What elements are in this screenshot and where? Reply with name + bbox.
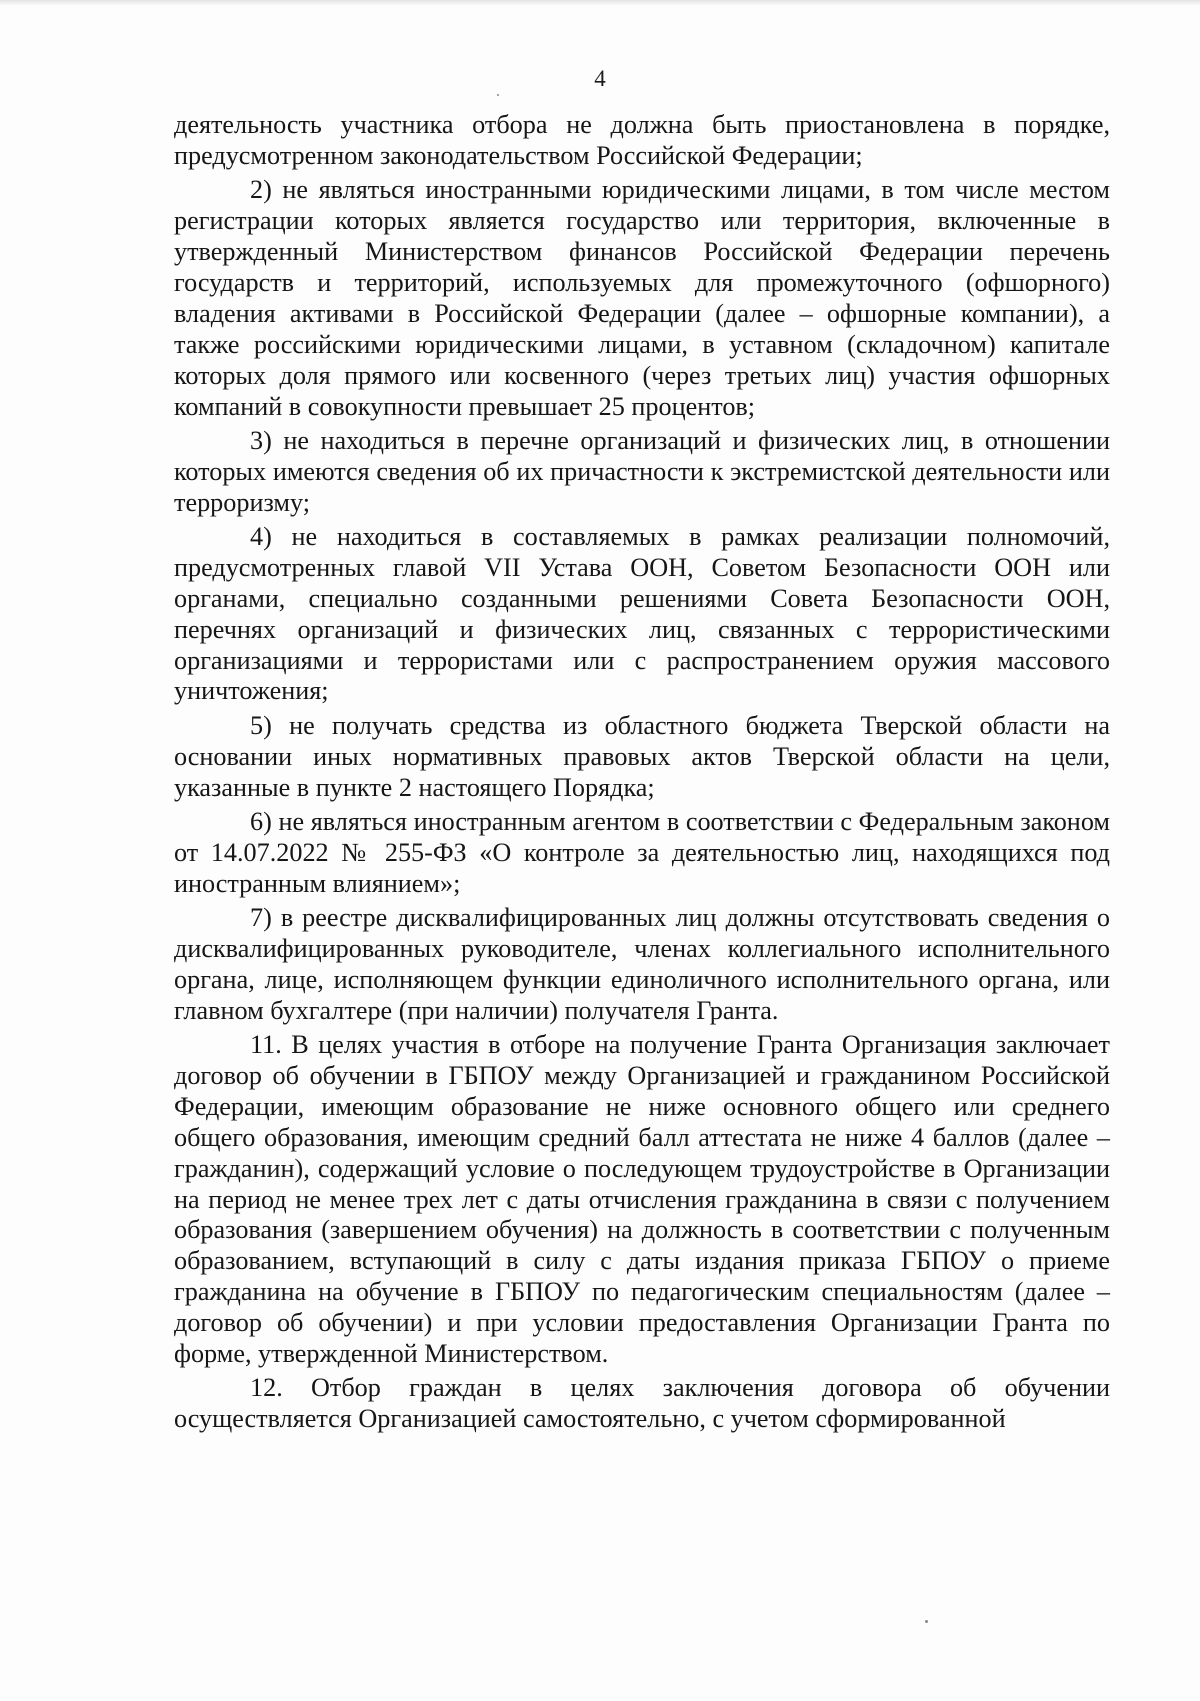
- paragraph-item-2: 2) не являться иностранными юридическими лицами, в том числе местом регистрации которых является государство или территория, включенные в утвержденный Министерством финансов Российской Федерации перечень государств и территорий, используемых для промежуточного (офшорного) владения активами в Российской Федерации (далее – офшорные компании), а также российскими юридическими лицами, в уставном (складочном) капитале которых доля прямого или косвенного (через третьих лиц) участия офшорных компаний в совокупности превышает 25 процентов;: [174, 175, 1110, 421]
- paragraph-continuation: деятельность участника отбора не должна быть приостановлена в порядке, предусмотренном законодательством Российской Федерации;: [174, 110, 1110, 170]
- page-number: 4: [594, 66, 606, 91]
- paragraph-item-3: 3) не находиться в перечне организаций и физических лиц, в отношении которых имеются сведения об их причастности к экстремистской деятельности или терроризму;: [174, 425, 1110, 517]
- paragraph-clause-11: 11. В целях участия в отборе на получение Гранта Организация заключает договор об обучении в ГБПОУ между Организацией и гражданином Российской Федерации, имеющим образование не ниже основного общего или среднего общего образования, имеющим средний балл аттестата не ниже 4 баллов (далее – гражданин), содержащий условие о последующем трудоустройстве в Организации на период не менее трех лет с даты отчисления гражданина в связи с получением образования (завершением обучения) на должность в соответствии с полученным образованием, вступающий в силу с даты издания приказа ГБПОУ о приеме гражданина на обучение в ГБПОУ по педагогическим специальностям (далее – договор об обучении) и при условии предоставления Организации Гранта по форме, утвержденной Министерством.: [174, 1030, 1110, 1369]
- paragraph-item-5: 5) не получать средства из областного бюджета Тверской области на основании иных нормативных правовых актов Тверской области на цели, указанные в пункте 2 настоящего Порядка;: [174, 710, 1110, 802]
- paragraph-item-7: 7) в реестре дисквалифицированных лиц должны отсутствовать сведения о дисквалифицированных руководителе, членах коллегиального исполнительного органа, лице, исполняющем функции единоличного исполнительного органа, или главном бухгалтере (при наличии) получателя Гранта.: [174, 903, 1110, 1025]
- scan-speck: [925, 1620, 928, 1623]
- scan-top-edge: [0, 0, 1200, 6]
- paragraph-clause-12: 12. Отбор граждан в целях заключения договора об обучении осуществляется Организацией самостоятельно, с учетом сформированной: [174, 1373, 1110, 1434]
- scan-speck: [497, 94, 499, 96]
- document-body: [174, 110, 1110, 1439]
- paragraph-item-4: 4) не находиться в составляемых в рамках реализации полномочий, предусмотренных главой VII Устава ООН, Советом Безопасности ООН или органами, специально созданными решениями Совета Безопасности ООН, перечнях организаций и физических лиц, связанных с террористическими организациями и террористами или с распространением оружия массового уничтожения;: [174, 521, 1110, 706]
- paragraph-item-6: 6) не являться иностранным агентом в соответствии с Федеральным законом от 14.07.2022 № 255-ФЗ «О контроле за деятельностью лиц, находящихся под иностранным влиянием»;: [174, 806, 1110, 898]
